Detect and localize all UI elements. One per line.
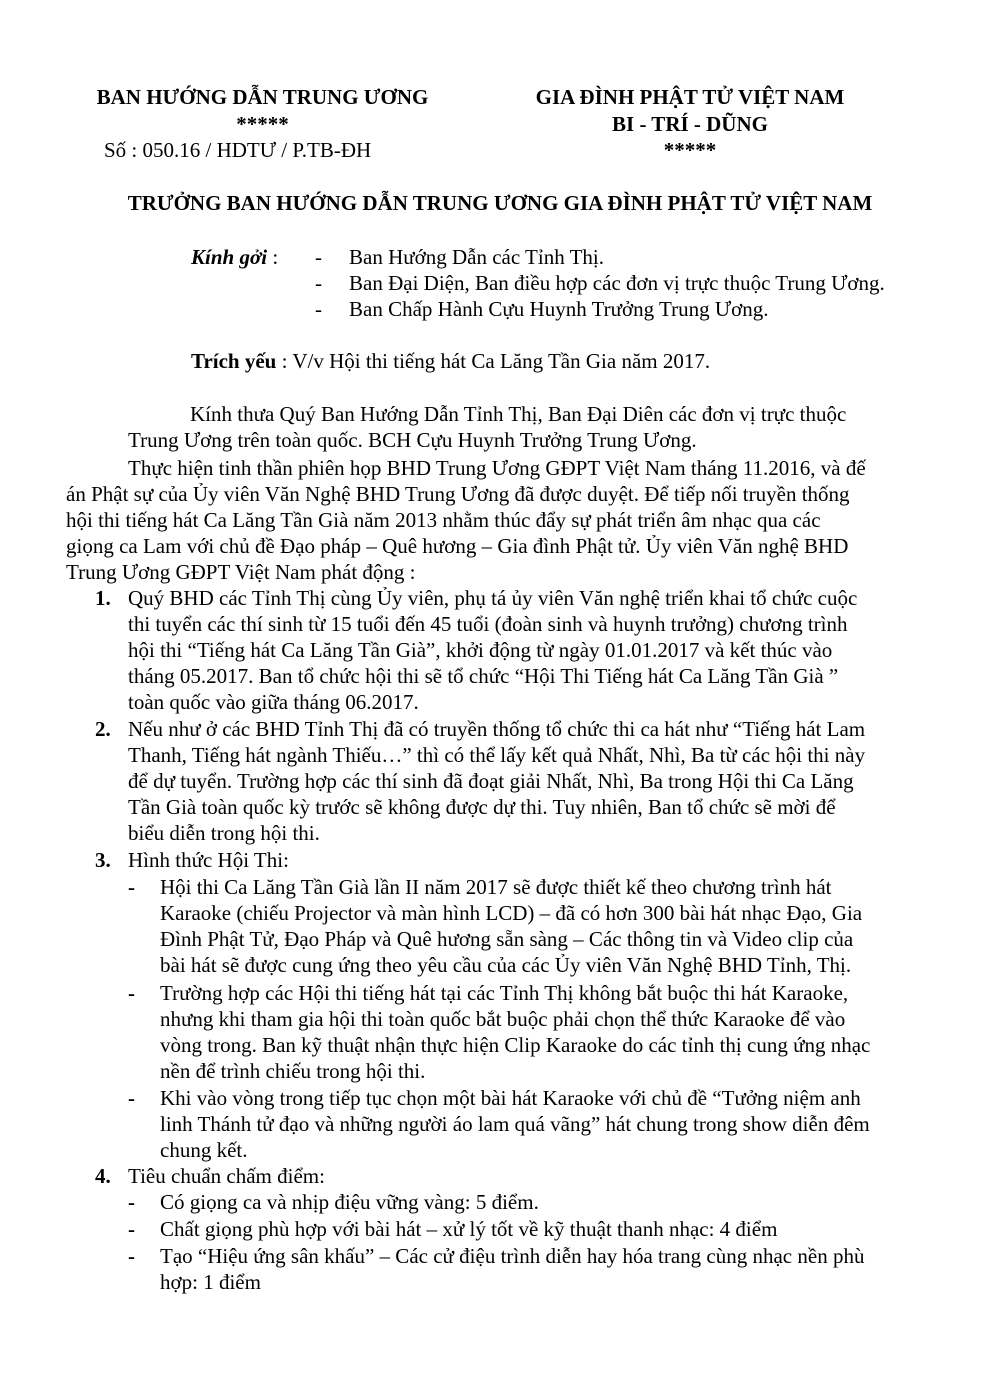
recipients-colon: : xyxy=(272,245,279,269)
item-line: Thanh, Tiếng hát ngành Thiếu…” thì có thể lấy kết quả Nhất, Nhì, Ba từ các hội thi này xyxy=(128,743,866,767)
intro-line: hội thi tiếng hát Ca Lăng Tần Già năm 2013 nhằm thúc đẩy sự phát triển âm nhạc qua các xyxy=(66,508,821,532)
item-heading: Hình thức Hội Thi: xyxy=(128,848,289,872)
bullet-dash: - xyxy=(128,1086,135,1110)
subject-label: Trích yếu xyxy=(191,349,277,373)
recipient-item: Ban Đại Diện, Ban điều hợp các đơn vị trực thuộc Trung Ương. xyxy=(349,271,885,295)
item-line: hội thi “Tiếng hát Ca Lăng Tần Già”, khởi động từ ngày 01.01.2017 và kết thúc vào xyxy=(128,638,833,662)
item-line: toàn quốc vào giữa tháng 06.2017. xyxy=(128,690,419,714)
recipient-item: Ban Hướng Dẫn các Tỉnh Thị. xyxy=(349,245,604,269)
left-stars: ***** xyxy=(236,112,289,136)
intro-line: Thực hiện tinh thần phiên họp BHD Trung Ương GĐPT Việt Nam tháng 11.2016, và đế xyxy=(128,456,866,480)
bullet-dash: - xyxy=(128,1190,135,1214)
recipients-label-group xyxy=(191,244,278,270)
bullet-dash: - xyxy=(128,1244,135,1268)
document-title: TRƯỞNG BAN HƯỚNG DẪN TRUNG ƯƠNG GIA ĐÌNH PHẬT TỬ VIỆT NAM xyxy=(127,191,873,215)
item-heading: Tiêu chuẩn chấm điểm: xyxy=(128,1164,325,1188)
organization-name: GIA ĐÌNH PHẬT TỬ VIỆT NAM xyxy=(535,85,845,109)
item-number: 4. xyxy=(95,1164,111,1188)
subitem-line: bài hát sẽ được cung ứng theo yêu cầu của các Ủy viên Văn Nghệ BHD Tỉnh, Thị. xyxy=(160,953,852,977)
subitem-line: nền để trình chiếu trong hội thi. xyxy=(160,1059,426,1083)
recipient-dash: - xyxy=(315,271,322,295)
item-number: 2. xyxy=(95,717,111,741)
subitem-line: hợp: 1 điểm xyxy=(160,1270,261,1294)
subitem-line: Đình Phật Tử, Đạo Pháp và Quê hương sẵn sàng – Các thông tin và Video clip của xyxy=(160,927,854,951)
subject-line xyxy=(191,348,710,374)
recipient-item: Ban Chấp Hành Cựu Huynh Trưởng Trung Ương. xyxy=(349,297,769,321)
issuing-org: BAN HƯỚNG DẪN TRUNG ƯƠNG xyxy=(96,85,429,109)
subitem-line: vòng trong. Ban kỹ thuật nhận thực hiện Clip Karaoke do các tỉnh thị cung ứng nhạc xyxy=(160,1033,871,1057)
subitem-line: nhưng khi tham gia hội thi toàn quốc bắt buộc phải chọn thể thức Karaoke để vào xyxy=(160,1007,846,1031)
motto: BI - TRÍ - DŨNG xyxy=(612,112,768,136)
right-stars: ***** xyxy=(663,138,717,162)
subitem-line: chung kết. xyxy=(160,1138,248,1162)
recipient-dash: - xyxy=(315,297,322,321)
greeting-line: Kính thưa Quý Ban Hướng Dẫn Tỉnh Thị, Ban Đại Diên các đơn vị trực thuộc xyxy=(190,402,847,426)
subitem-line: Có giọng ca và nhịp điệu vững vàng: 5 điểm. xyxy=(160,1190,539,1214)
greeting-line: Trung Ương trên toàn quốc. BCH Cựu Huynh Trưởng Trung Ương. xyxy=(128,428,697,452)
item-line: biểu diễn trong hội thi. xyxy=(128,821,320,845)
bullet-dash: - xyxy=(128,875,135,899)
subitem-line: Trường hợp các Hội thi tiếng hát tại các Tỉnh Thị không bắt buộc thi hát Karaoke, xyxy=(160,981,849,1005)
intro-line: giọng ca Lam với chủ đề Đạo pháp – Quê hương – Gia đình Phật tử. Ủy viên Văn nghệ BHD xyxy=(66,534,849,558)
subitem-line: Karaoke (chiếu Projector và màn hình LCD) – đã có hơn 300 bài hát nhạc Đạo, Gia xyxy=(160,901,863,925)
item-line: Tần Già toàn quốc kỳ trước sẽ không được dự thi. Tuy nhiên, Ban tổ chức sẽ mời để xyxy=(128,795,836,819)
document-number: Số : 050.16 / HDTƯ / P.TB-ĐH xyxy=(104,138,372,162)
bullet-dash: - xyxy=(128,981,135,1005)
subitem-line: Tạo “Hiệu ứng sân khấu” – Các cử điệu trình diễn hay hóa trang cùng nhạc nền phù xyxy=(160,1244,865,1268)
bullet-dash: - xyxy=(128,1217,135,1241)
subitem-line: linh Thánh tử đạo và những người áo lam quá vãng” hát chung trong show diễn đêm xyxy=(160,1112,870,1136)
recipient-dash: - xyxy=(315,245,322,269)
recipients-label: Kính gởi xyxy=(191,245,268,269)
subitem-line: Hội thi Ca Lăng Tần Già lần II năm 2017 sẽ được thiết kế theo chương trình hát xyxy=(160,875,832,899)
subject-text: : V/v Hội thi tiếng hát Ca Lăng Tần Gia năm 2017. xyxy=(281,349,711,373)
item-line: tháng 05.2017. Ban tổ chức hội thi sẽ tổ chức “Hội Thi Tiếng hát Ca Lăng Tần Già ” xyxy=(128,664,839,688)
intro-line: Trung Ương GĐPT Việt Nam phát động : xyxy=(66,560,416,584)
item-line: Quý BHD các Tỉnh Thị cùng Ủy viên, phụ tá ủy viên Văn nghệ triển khai tổ chức cuộc xyxy=(128,586,858,610)
item-line: thi tuyển các thí sinh từ 15 tuổi đến 45 tuổi (đoàn sinh và huynh trưởng) chương trình xyxy=(128,612,848,636)
subitem-line: Chất giọng phù hợp với bài hát – xử lý tốt về kỹ thuật thanh nhạc: 4 điểm xyxy=(160,1217,778,1241)
item-number: 1. xyxy=(95,586,111,610)
subitem-line: Khi vào vòng trong tiếp tục chọn một bài hát Karaoke với chủ đề “Tưởng niệm anh xyxy=(160,1086,861,1110)
item-number: 3. xyxy=(95,848,111,872)
intro-line: án Phật sự của Ủy viên Văn Nghệ BHD Trung Ương đã được duyệt. Để tiếp nối truyền thống xyxy=(66,482,850,506)
item-line: để dự tuyển. Trường hợp các thí sinh đã đoạt giải Nhất, Nhì, Ba trong Hội thi Ca Lăng xyxy=(128,769,854,793)
item-line: Nếu như ở các BHD Tỉnh Thị đã có truyền thống tổ chức thi ca hát như “Tiếng hát Lam xyxy=(128,717,866,741)
